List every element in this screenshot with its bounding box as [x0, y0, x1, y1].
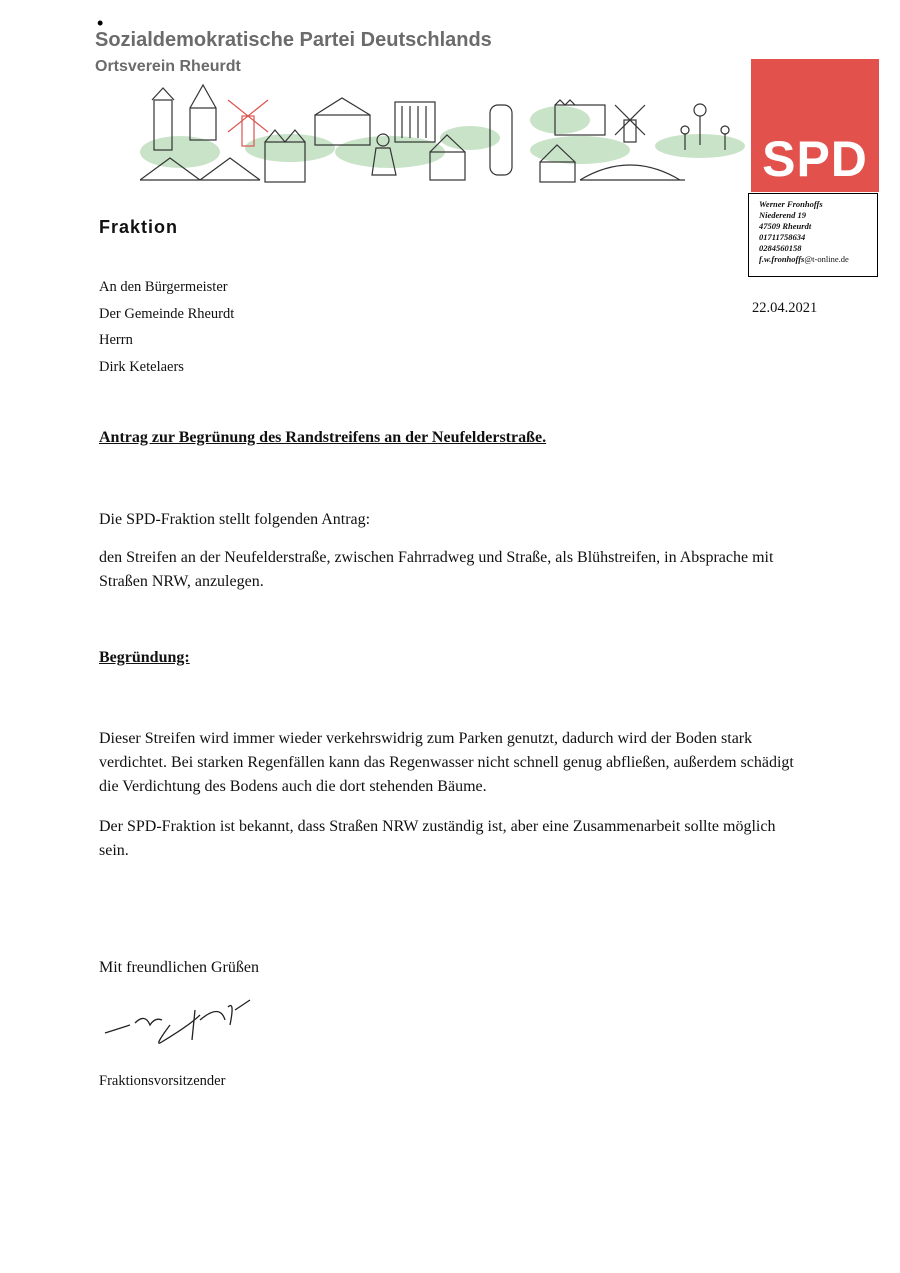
header-bullet: •	[97, 13, 104, 33]
fraktion-label: Fraktion	[99, 217, 179, 237]
spd-logo	[751, 59, 879, 192]
reason-heading: Begründung:	[99, 649, 190, 666]
recipient-address	[99, 274, 234, 380]
signer-role: Fraktionsvorsitzender	[99, 1073, 226, 1089]
handwritten-signature	[100, 995, 255, 1050]
contact-phone-1: 01711758634	[759, 232, 806, 242]
letter-date: 22.04.2021	[752, 300, 818, 316]
contact-email-user: f.w.fronhoffs	[759, 254, 805, 264]
recipient-line-4: Dirk Ketelaers	[99, 358, 184, 375]
recipient-line-1: An den Bürgermeister	[99, 279, 228, 295]
local-branch: Ortsverein Rheurdt	[95, 58, 241, 75]
contact-phone-2: 0284560158	[759, 243, 802, 253]
town-skyline-illustration	[140, 80, 750, 195]
spd-logo-text: SPD	[762, 131, 868, 187]
reason-paragraph-1: Dieser Streifen wird immer wieder verkehrswidrig zum Parken genutzt, dadurch wird der Boden stark verdichtet. Bei starken Regenfällen kann das Regenwasser nicht schnell genug abfließen, außerdem schädigt die Verdichtung des Bodens auch die dort stehenden Bäume.	[99, 730, 794, 795]
letter-subject: Antrag zur Begrünung des Randstreifens an der Neufelderstraße.	[99, 429, 547, 446]
contact-email-domain: @t-online.de	[804, 254, 849, 264]
contact-city: 47509 Rheurdt	[759, 221, 812, 231]
contact-email	[759, 254, 877, 265]
party-name: Sozialdemokratische Partei Deutschlands	[95, 29, 492, 51]
request-paragraph: den Streifen an der Neufelderstraße, zwischen Fahrradweg und Straße, als Blühstreifen, in Absprache mit Straßen NRW, anzulegen.	[99, 549, 774, 590]
contact-street: Niederend 19	[759, 210, 806, 220]
closing-greeting: Mit freundlichen Grüßen	[99, 959, 259, 976]
intro-paragraph: Die SPD-Fraktion stellt folgenden Antrag:	[99, 511, 371, 528]
recipient-line-2: Der Gemeinde Rheurdt	[99, 305, 235, 322]
contact-box	[748, 193, 878, 277]
recipient-line-3: Herrn	[99, 332, 133, 348]
contact-name: Werner Fronhoffs	[759, 199, 823, 209]
reason-paragraph-2: Der SPD-Fraktion ist bekannt, dass Straßen NRW zuständig ist, aber eine Zusammenarbeit sollte möglich sein.	[99, 818, 776, 859]
